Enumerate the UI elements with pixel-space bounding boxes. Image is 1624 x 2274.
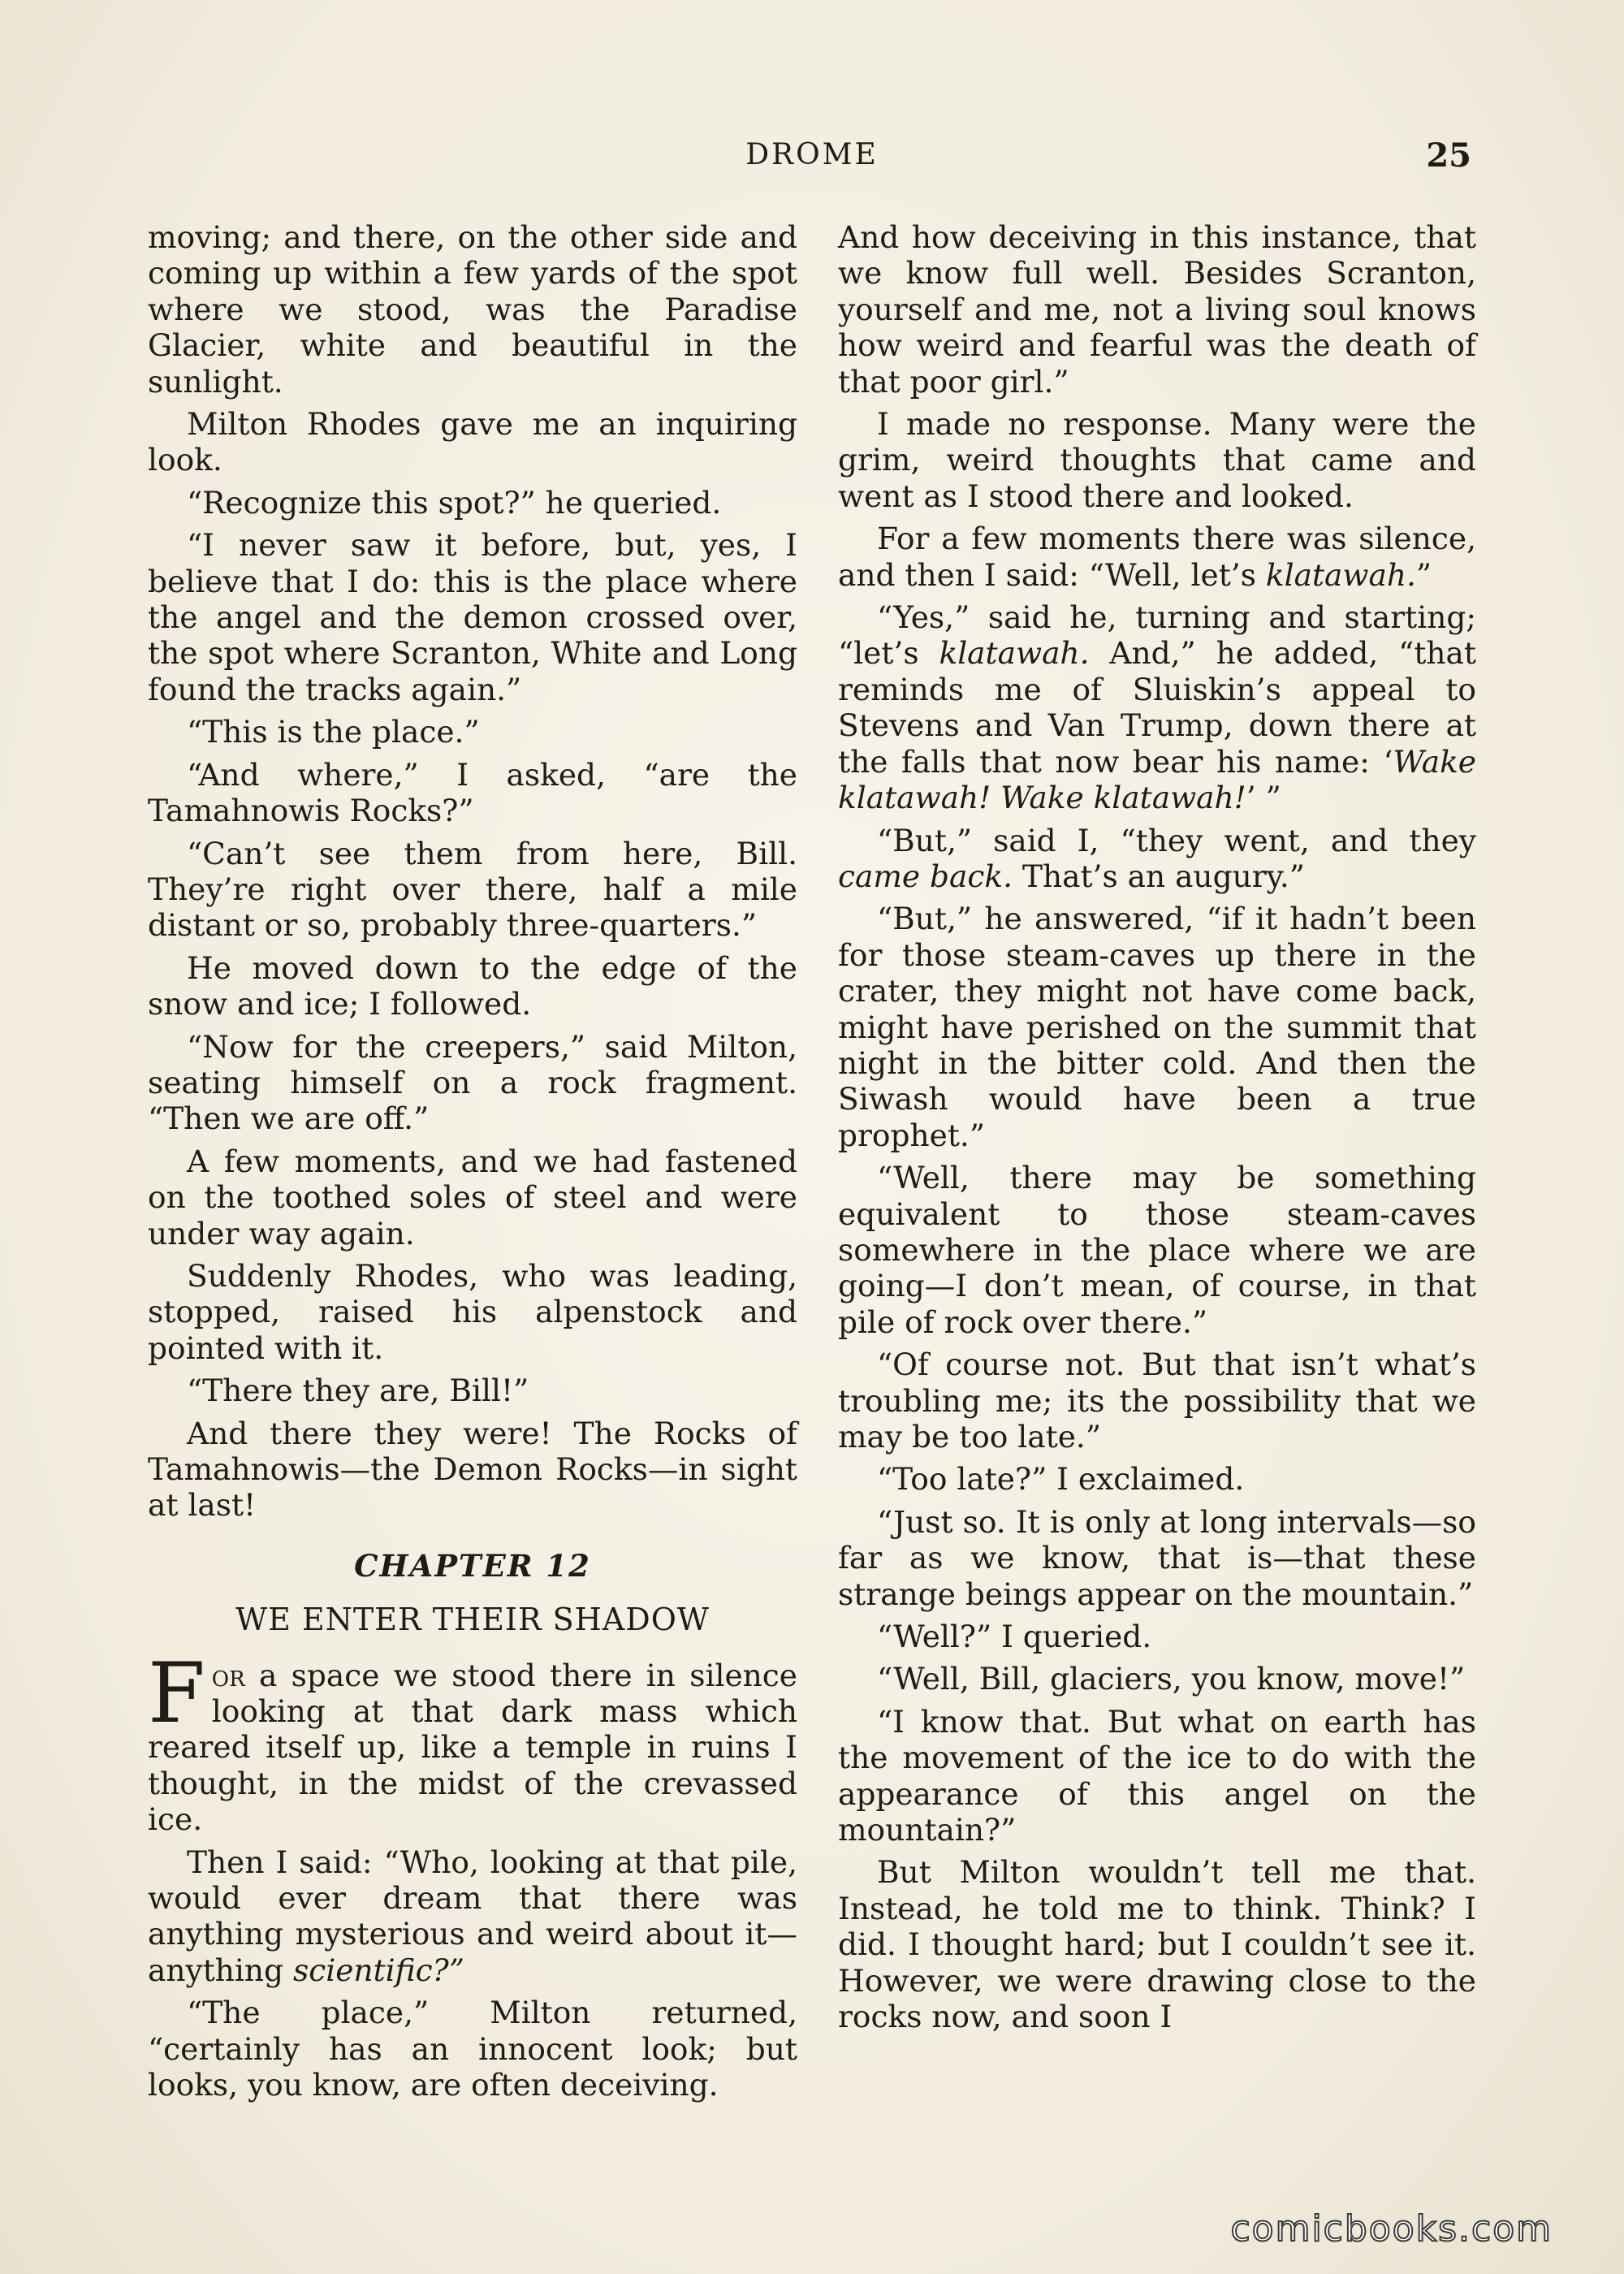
paragraph: “Too late?” I exclaimed. xyxy=(877,1461,1245,1498)
paragraph: “Of course not. But that isn’t what’s troubling me; its the possibility that we may be too late.” xyxy=(838,1347,1476,1455)
italic-text: klatawah. xyxy=(1265,556,1416,593)
paragraph: “Recognize this spot?” he queried. xyxy=(187,484,722,521)
right-column xyxy=(838,219,1476,2042)
italic-text: came back. xyxy=(838,858,1013,894)
lead-in: or xyxy=(211,1657,245,1693)
paragraph: But Milton wouldn’t tell me that. Instead, he told me to think. Think? I did. I thought hard; but I couldn’t see it. However, we were drawing close to the rocks now, and soon I xyxy=(838,1854,1476,2035)
paragraph-text: “Yes,” said he, turning and starting; “let’s xyxy=(838,599,1476,672)
paragraph xyxy=(838,599,1476,815)
drop-cap: F xyxy=(148,1645,205,1742)
paragraph: Milton Rhodes gave me an inquiring look. xyxy=(148,406,797,478)
running-title: DROME xyxy=(745,138,879,171)
paragraph: “There they are, Bill!” xyxy=(187,1373,529,1409)
paragraph: Suddenly Rhodes, who was leading, stopped, raised his alpenstock and pointed with it. xyxy=(148,1257,797,1366)
italic-text: klatawah. xyxy=(939,635,1090,672)
paragraph-text: “But,” said I, “they went, and they xyxy=(877,822,1476,858)
paragraph: moving; and there, on the other side and coming up within a few yards of the spot where we stood, was the Paradise Glacier, white and beautiful in the sunlight. xyxy=(148,219,797,400)
paragraph: “Can’t see them from here, Bill. They’re right over there, half a mile distant or so, probably three-quarters.” xyxy=(148,835,797,944)
italic-text: scientific?” xyxy=(293,1952,464,1988)
paragraph: And how deceiving in this instance, that we know full well. Besides Scranton, yourself and me, not a living soul knows how weird and fearful was the death of that poor girl.” xyxy=(838,219,1476,400)
paragraph: “I know that. But what on earth has the movement of the ice to do with the appearance of this angel on the mountain?” xyxy=(838,1703,1476,1848)
paragraph: “But,” he answered, “if it hadn’t been for those steam-caves up there in the crater, they might not have come back, might have perished on the summit that night in the bitter cold. And then the Siwash would have been a true prophet.” xyxy=(838,901,1476,1153)
paragraph: “Well, Bill, glaciers, you know, move!” xyxy=(877,1661,1466,1697)
paragraph xyxy=(838,521,1476,593)
watermark-logo: comicbooks.com xyxy=(1230,2208,1553,2250)
left-column xyxy=(148,219,797,2110)
paragraph: “I never saw it before, but, yes, I believe that I do: this is the place where the angel and the demon crossed over, the spot where Scranton, White and Long found the tracks again.” xyxy=(148,527,797,707)
paragraph xyxy=(838,823,1476,895)
paragraph: And there they were! The Rocks of Tamahnowis—the Demon Rocks—in sight at last! xyxy=(148,1415,797,1524)
page-number: 25 xyxy=(1426,136,1471,175)
paragraph-text: That’s an augury.” xyxy=(1013,858,1305,894)
paragraph-text: And,” he added, “that reminds me of Sluiskin’s appeal to Stevens and Van Trump, down there at the falls that now bear his name: ‘ xyxy=(838,635,1476,780)
paragraph: “This is the place.” xyxy=(187,714,480,750)
italic-text: Wake klatawah! Wake klatawah! xyxy=(838,743,1476,816)
paragraph: “Now for the creepers,” said Milton, seating himself on a rock fragment. “Then we are off.” xyxy=(148,1028,797,1137)
opening-text: a space we stood there in silence looking at that dark mass which reared itself up, like a temple in ruins I thought, in the midst of the crevassed ice. xyxy=(148,1657,797,1838)
paragraph: “Well?” I queried. xyxy=(877,1619,1152,1655)
paragraph: “The place,” Milton returned, “certainly has an innocent look; but looks, you know, are often deceiving. xyxy=(148,1995,797,2103)
paragraph: A few moments, and we had fastened on the toothed soles of steel and were under way again. xyxy=(148,1143,797,1252)
running-header xyxy=(0,136,1624,177)
chapter-label: CHAPTER 12 xyxy=(354,1547,591,1584)
paragraph xyxy=(148,1844,797,1989)
paragraph: “And where,” I asked, “are the Tamahnowis Rocks?” xyxy=(148,756,797,829)
paragraph: “Well, there may be something equivalent to those steam-caves somewhere in the place where we are going—I don’t mean, of course, in that pile of rock over there.” xyxy=(838,1160,1476,1340)
paragraph: “Just so. It is only at long intervals—so far as we know, that is—that these strange beings appear on the mountain.” xyxy=(838,1503,1476,1612)
chapter-title: WE ENTER THEIR SHADOW xyxy=(235,1602,710,1638)
paragraph-text: For a few moments there was silence, and then I said: “Well, let’s xyxy=(838,521,1476,593)
paragraph: I made no response. Many were the grim, weird thoughts that came and went as I stood there and looked. xyxy=(838,406,1476,514)
chapter-opening-paragraph xyxy=(148,1645,797,1838)
paragraph-text: ” xyxy=(1415,556,1432,593)
paragraph: He moved down to the edge of the snow and ice; I followed. xyxy=(148,949,797,1022)
paragraph-text: ’ ” xyxy=(1246,780,1281,816)
paragraph-text: Then I said: “Who, looking at that pile, would ever dream that there was anything mysterious and weird about it—anything xyxy=(148,1844,797,1988)
